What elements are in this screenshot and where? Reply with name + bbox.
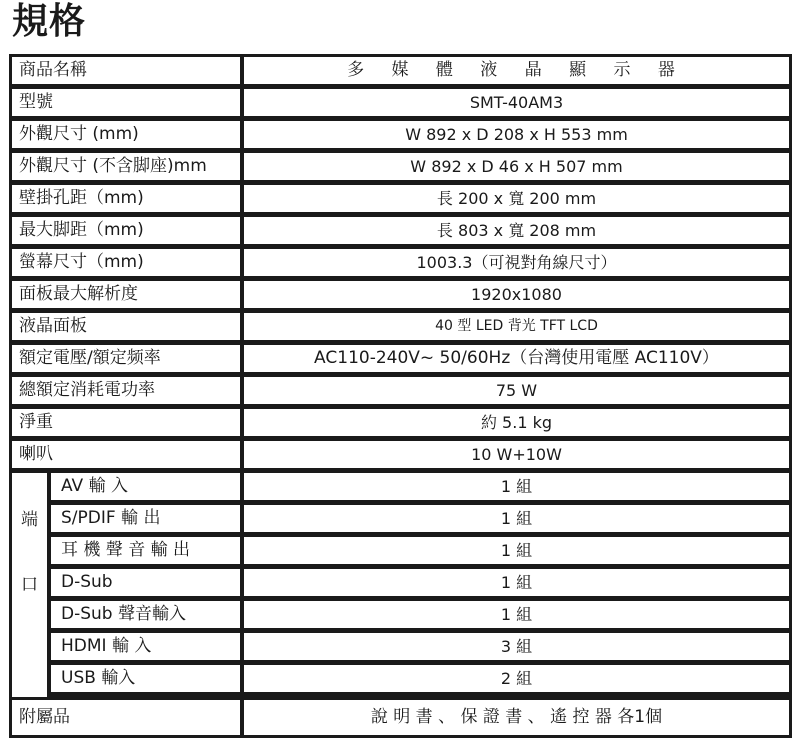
port-value-spdif-out: 1 組: [244, 505, 789, 532]
spec-value-voltage: AC110-240V~ 50/60Hz（台灣使用電壓 AC110V）: [244, 345, 789, 372]
port-label-usb-in: USB 輸入: [51, 665, 240, 692]
spec-value-dimensions-no-stand: W 892 x D 46 x H 507 mm: [244, 153, 789, 180]
spec-label-wall-mount: 壁掛孔距（mm): [12, 185, 240, 212]
spec-value-product-name: 多 媒 體 液 晶 顯 示 器: [244, 57, 789, 84]
spec-label-dimensions: 外觀尺寸 (mm): [12, 121, 240, 148]
port-value-hdmi-in: 3 組: [244, 633, 789, 660]
port-value-av-in: 1 組: [244, 473, 789, 500]
spec-value-accessories: 說 明 書 、 保 證 書 、 遙 控 器 各1個: [244, 700, 789, 735]
port-value-dsub: 1 組: [244, 569, 789, 596]
spec-value-screen-size: 1003.3（可視對角線尺寸）: [244, 249, 789, 276]
spec-value-resolution: 1920x1080: [244, 281, 789, 308]
port-label-headphone-out: 耳 機 聲 音 輸 出: [51, 537, 240, 564]
ports-group-char-1: 端: [21, 510, 38, 530]
spec-value-stand-distance: 長 803 x 寬 208 mm: [244, 217, 789, 244]
port-value-dsub-audio-in: 1 組: [244, 601, 789, 628]
ports-group-char-2: 口: [21, 575, 38, 595]
port-label-dsub: D-Sub: [51, 569, 240, 596]
spec-label-screen-size: 螢幕尺寸（mm): [12, 249, 240, 276]
spec-label-power: 總額定消耗電功率: [12, 377, 240, 404]
spec-value-speaker: 10 W+10W: [244, 441, 789, 468]
spec-value-wall-mount: 長 200 x 寬 200 mm: [244, 185, 789, 212]
port-value-usb-in: 2 組: [244, 665, 789, 692]
port-label-hdmi-in: HDMI 輸 入: [51, 633, 240, 660]
port-label-dsub-audio-in: D-Sub 聲音輸入: [51, 601, 240, 628]
spec-value-panel: 40 型 LED 背光 TFT LCD: [244, 313, 789, 340]
spec-value-weight: 約 5.1 kg: [244, 409, 789, 436]
spec-value-dimensions: W 892 x D 208 x H 553 mm: [244, 121, 789, 148]
spec-label-resolution: 面板最大解析度: [12, 281, 240, 308]
spec-value-power: 75 W: [244, 377, 789, 404]
spec-table: [9, 54, 792, 738]
spec-label-speaker: 喇叭: [12, 441, 240, 468]
spec-value-model: SMT-40AM3: [244, 89, 789, 116]
spec-label-voltage: 額定電壓/額定频率: [12, 345, 240, 372]
spec-label-panel: 液晶面板: [12, 313, 240, 340]
spec-label-accessories: 附屬品: [12, 700, 240, 735]
spec-label-stand-distance: 最大脚距（mm): [12, 217, 240, 244]
spec-label-dimensions-no-stand: 外觀尺寸 (不含脚座)mm: [12, 153, 240, 180]
page-title: 規格: [12, 1, 87, 42]
spec-label-model: 型號: [12, 89, 240, 116]
port-label-av-in: AV 輸 入: [51, 473, 240, 500]
spec-label-weight: 淨重: [12, 409, 240, 436]
port-value-headphone-out: 1 組: [244, 537, 789, 564]
spec-label-product-name: 商品名稱: [12, 57, 240, 84]
port-label-spdif-out: S/PDIF 輸 出: [51, 505, 240, 532]
ports-group-label: [12, 473, 47, 697]
